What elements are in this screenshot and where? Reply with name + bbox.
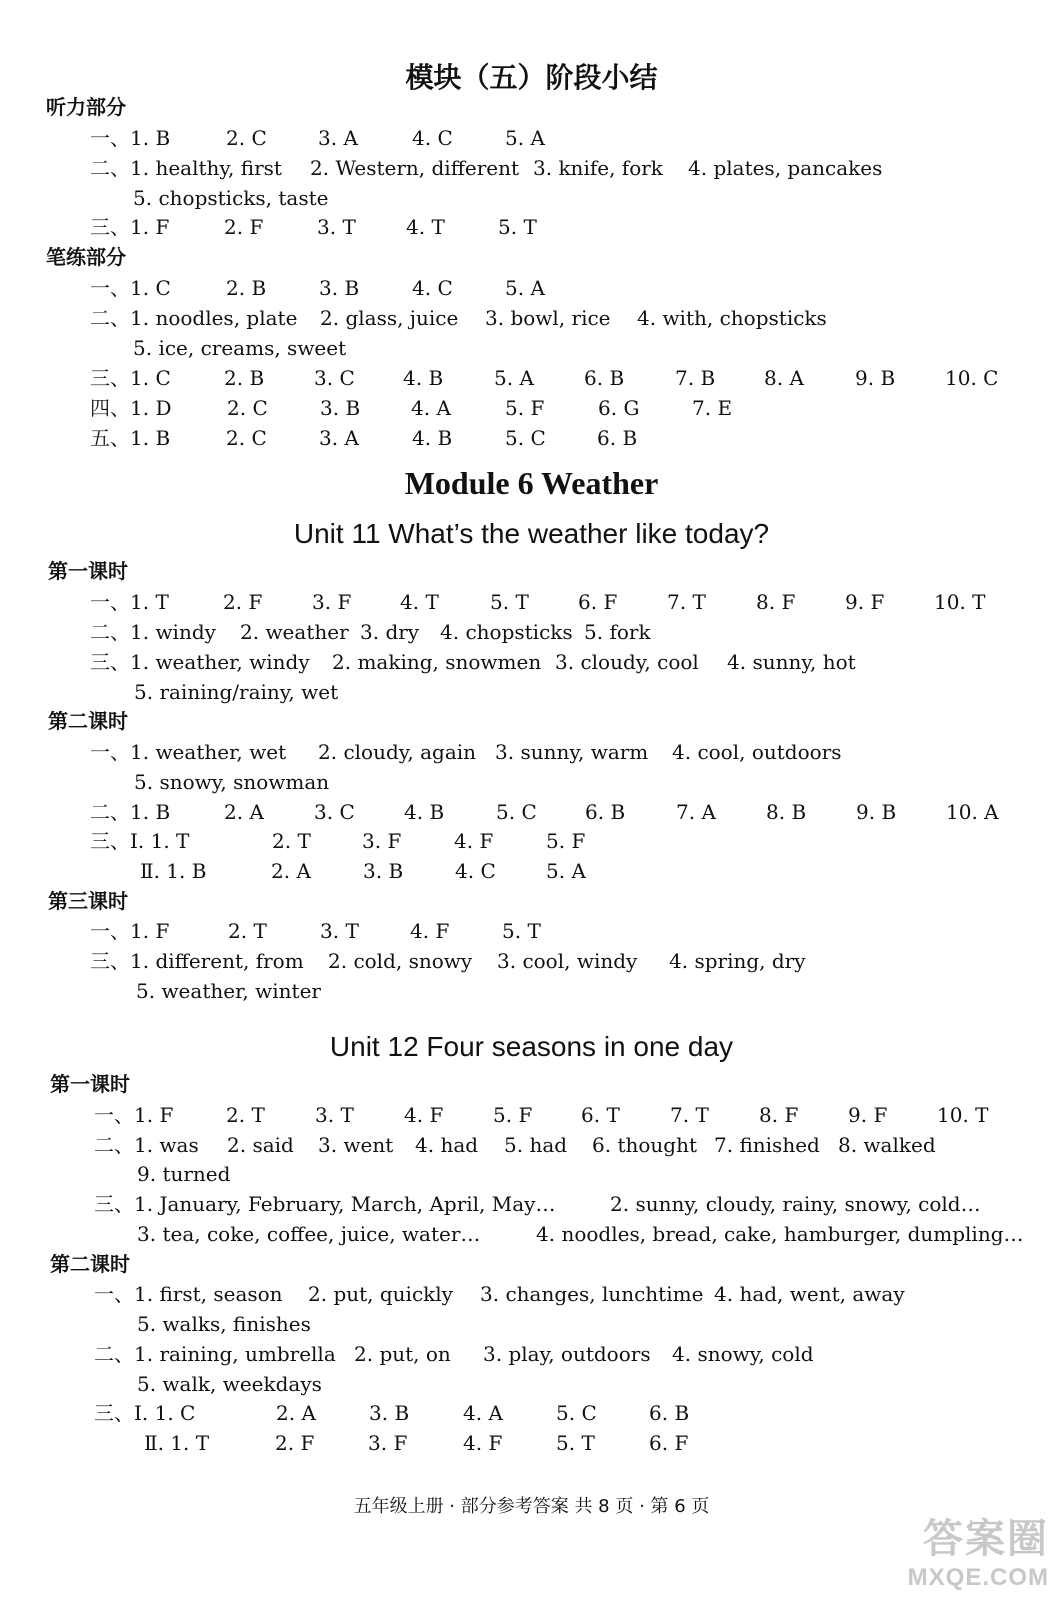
answer-item: 5. ice, creams, sweet bbox=[133, 336, 347, 360]
answer-item: 5. F bbox=[505, 396, 545, 420]
answer-item: 7. T bbox=[667, 590, 706, 614]
unit-11-title: Unit 11 What’s the weather like today? bbox=[293, 518, 770, 549]
answer-item: 10. A bbox=[946, 800, 999, 824]
answer-item: 4. cool, outdoors bbox=[672, 740, 842, 764]
answer-item: 3. knife, fork bbox=[533, 156, 663, 180]
answer-item: 10. T bbox=[934, 590, 986, 614]
answer-item: 6. B bbox=[584, 366, 625, 390]
answer-item: 二、1. B bbox=[90, 800, 171, 824]
answer-item: 3. sunny, warm bbox=[495, 740, 649, 764]
answer-item: 3. F bbox=[312, 590, 352, 614]
u11-lesson3-heading: 第三课时 bbox=[48, 889, 128, 913]
answer-item: 6. B bbox=[597, 426, 638, 450]
answer-item: 6. thought bbox=[592, 1133, 697, 1157]
answer-item: Ⅱ. 1. B bbox=[140, 859, 207, 883]
answer-item: 5. fork bbox=[584, 620, 651, 644]
u12-lesson1-heading: 第一课时 bbox=[50, 1072, 130, 1096]
answer-item: 4. F bbox=[454, 829, 494, 853]
answer-item: 4. C bbox=[455, 859, 496, 883]
answer-item: 8. F bbox=[756, 590, 796, 614]
answer-item: 6. T bbox=[581, 1103, 620, 1127]
answer-item: 5. raining/rainy, wet bbox=[134, 680, 339, 704]
writing-heading: 笔练部分 bbox=[46, 245, 126, 269]
answer-item: 2. sunny, cloudy, rainy, snowy, cold… bbox=[610, 1192, 981, 1216]
answer-item: 3. A bbox=[319, 426, 359, 450]
answer-item: 5. F bbox=[493, 1103, 533, 1127]
module-title: Module 6 Weather bbox=[404, 465, 659, 501]
answer-item: 7. B bbox=[675, 366, 716, 390]
answer-item: 4. B bbox=[412, 426, 453, 450]
answer-item: 5. walk, weekdays bbox=[137, 1372, 322, 1396]
answer-item: 10. T bbox=[937, 1103, 989, 1127]
answer-item: 3. B bbox=[320, 396, 361, 420]
unit-12-title: Unit 12 Four seasons in one day bbox=[329, 1031, 734, 1062]
answer-item: 4. spring, dry bbox=[669, 949, 806, 973]
answer-item: 4. sunny, hot bbox=[727, 650, 856, 674]
watermark-url: MXQE.COM bbox=[907, 1564, 1049, 1591]
watermark-seal: 答案圈 bbox=[923, 1516, 1049, 1562]
answer-item: 二、1. raining, umbrella bbox=[94, 1342, 336, 1366]
answer-item: 7. E bbox=[692, 396, 733, 420]
answer-item: 一、1. weather, wet bbox=[90, 740, 287, 764]
answer-item: 三、1. weather, windy bbox=[90, 650, 310, 674]
answer-item: 3. T bbox=[320, 919, 359, 943]
answer-item: 2. A bbox=[224, 800, 264, 824]
listening-heading: 听力部分 bbox=[46, 95, 126, 119]
answer-item: 4. C bbox=[412, 276, 453, 300]
answer-item: 4. with, chopsticks bbox=[637, 306, 827, 330]
answer-item: 9. F bbox=[845, 590, 885, 614]
answer-item: 2. F bbox=[223, 590, 263, 614]
answer-item: 5. A bbox=[505, 126, 545, 150]
answer-item: 三、1. F bbox=[90, 215, 170, 239]
answer-item: 5. T bbox=[490, 590, 529, 614]
answer-item: 6. F bbox=[649, 1431, 689, 1455]
answer-item: 7. A bbox=[676, 800, 716, 824]
answer-item: 6. B bbox=[649, 1401, 690, 1425]
answer-item: 8. A bbox=[764, 366, 804, 390]
answer-item: 3. dry bbox=[360, 620, 420, 644]
answer-item: 3. T bbox=[315, 1103, 354, 1127]
answer-item: 2. Western, different bbox=[310, 156, 520, 180]
answer-item: 8. B bbox=[766, 800, 807, 824]
answer-item: 4. had bbox=[415, 1133, 479, 1157]
answer-item: 二、1. was bbox=[94, 1133, 199, 1157]
answer-item: 4. chopsticks bbox=[440, 620, 573, 644]
answer-item: 2. put, on bbox=[354, 1342, 451, 1366]
watermark bbox=[908, 1507, 1049, 1592]
answer-item: 四、1. D bbox=[90, 396, 172, 420]
answer-item: 二、1. windy bbox=[90, 620, 216, 644]
answer-item: 2. A bbox=[276, 1401, 316, 1425]
answer-item: 三、Ⅰ. 1. C bbox=[94, 1401, 196, 1425]
answer-item: 2. C bbox=[227, 396, 268, 420]
answer-item: 6. G bbox=[598, 396, 640, 420]
answer-item: 3. changes, lunchtime bbox=[480, 1282, 704, 1306]
page-footer: 五年级上册 · 部分参考答案 共 8 页 · 第 6 页 bbox=[353, 1496, 710, 1517]
answer-item: 4. A bbox=[411, 396, 451, 420]
answer-item: 2. making, snowmen bbox=[332, 650, 542, 674]
answer-item: 3. B bbox=[369, 1401, 410, 1425]
answer-item: 2. C bbox=[226, 426, 267, 450]
u11-lesson1-heading: 第一课时 bbox=[48, 559, 128, 583]
answer-item: 7. finished bbox=[714, 1133, 820, 1157]
answer-item: 2. B bbox=[224, 366, 265, 390]
answer-item: 4. F bbox=[410, 919, 450, 943]
answer-item: 5. A bbox=[494, 366, 534, 390]
answer-item: 8. F bbox=[759, 1103, 799, 1127]
answer-item: 2. put, quickly bbox=[308, 1282, 453, 1306]
answer-item: 二、1. healthy, first bbox=[90, 156, 282, 180]
answer-item: 三、1. C bbox=[90, 366, 171, 390]
answer-item: 3. went bbox=[318, 1133, 394, 1157]
answer-item: 2. cold, snowy bbox=[328, 949, 473, 973]
answer-item: 5. walks, finishes bbox=[137, 1312, 311, 1336]
answer-item: 一、1. B bbox=[90, 126, 171, 150]
answer-item: 5. C bbox=[505, 426, 546, 450]
answer-item: 4. T bbox=[406, 215, 445, 239]
answer-item: 2. weather bbox=[240, 620, 349, 644]
answer-item: 3. play, outdoors bbox=[483, 1342, 651, 1366]
answer-item: 6. F bbox=[578, 590, 618, 614]
answer-item: 3. C bbox=[314, 800, 355, 824]
answer-item: 9. B bbox=[855, 366, 896, 390]
summary-title: 模块（五）阶段小结 bbox=[405, 61, 658, 94]
answer-item: 3. C bbox=[314, 366, 355, 390]
answer-item: 7. T bbox=[670, 1103, 709, 1127]
answer-item: 5. F bbox=[546, 829, 586, 853]
answer-item: 3. A bbox=[318, 126, 358, 150]
answer-item: 9. B bbox=[856, 800, 897, 824]
u11-lesson2-heading: 第二课时 bbox=[48, 709, 128, 733]
answer-item: 5. A bbox=[546, 859, 586, 883]
answer-item: 5. had bbox=[504, 1133, 568, 1157]
answer-item: 3. B bbox=[319, 276, 360, 300]
answer-item: 二、1. noodles, plate bbox=[90, 306, 298, 330]
answer-item: 3. F bbox=[362, 829, 402, 853]
answer-item: 5. snowy, snowman bbox=[134, 770, 330, 794]
answer-item: 5. weather, winter bbox=[136, 979, 321, 1003]
answer-item: Ⅱ. 1. T bbox=[144, 1431, 210, 1455]
answer-item: 5. T bbox=[498, 215, 537, 239]
answer-item: 6. B bbox=[585, 800, 626, 824]
answer-item: 三、1. January, February, March, April, May… bbox=[94, 1192, 556, 1216]
answer-item: 4. snowy, cold bbox=[672, 1342, 814, 1366]
answer-item: 3. bowl, rice bbox=[485, 306, 611, 330]
answer-item: 2. cloudy, again bbox=[318, 740, 477, 764]
answer-item: 9. turned bbox=[137, 1162, 231, 1186]
answer-item: 10. C bbox=[945, 366, 999, 390]
answer-item: 2. A bbox=[271, 859, 311, 883]
answer-item: 4. F bbox=[404, 1103, 444, 1127]
answer-item: 3. F bbox=[368, 1431, 408, 1455]
answer-item: 2. B bbox=[226, 276, 267, 300]
answer-item: 一、1. F bbox=[90, 919, 170, 943]
answer-item: 4. plates, pancakes bbox=[688, 156, 883, 180]
answer-item: 一、1. first, season bbox=[94, 1282, 283, 1306]
answer-item: 3. cloudy, cool bbox=[555, 650, 699, 674]
u12-lesson2-heading: 第二课时 bbox=[50, 1252, 130, 1276]
answer-item: 2. F bbox=[275, 1431, 315, 1455]
answer-item: 4. T bbox=[400, 590, 439, 614]
answer-item: 5. T bbox=[556, 1431, 595, 1455]
answer-item: 5. A bbox=[505, 276, 545, 300]
answer-item: 5. C bbox=[556, 1401, 597, 1425]
answer-item: 5. chopsticks, taste bbox=[133, 186, 329, 210]
answer-item: 五、1. B bbox=[90, 426, 171, 450]
answer-item: 3. B bbox=[363, 859, 404, 883]
answer-item: 3. cool, windy bbox=[497, 949, 638, 973]
answer-item: 一、1. C bbox=[90, 276, 171, 300]
answer-item: 一、1. T bbox=[90, 590, 169, 614]
answer-item: 3. tea, coke, coffee, juice, water… bbox=[137, 1222, 481, 1246]
answer-item: 三、Ⅰ. 1. T bbox=[90, 829, 190, 853]
answer-item: 4. A bbox=[463, 1401, 503, 1425]
answer-item: 4. had, went, away bbox=[714, 1282, 905, 1306]
answer-item: 8. walked bbox=[838, 1133, 936, 1157]
answer-item: 一、1. F bbox=[94, 1103, 174, 1127]
answer-item: 2. T bbox=[272, 829, 311, 853]
answer-item: 4. noodles, bread, cake, hamburger, dumpling… bbox=[536, 1222, 1024, 1246]
answer-item: 4. B bbox=[404, 800, 445, 824]
answer-item: 4. F bbox=[463, 1431, 503, 1455]
answer-item: 2. C bbox=[226, 126, 267, 150]
answer-item: 2. said bbox=[227, 1133, 294, 1157]
answer-item: 4. B bbox=[403, 366, 444, 390]
answer-item: 5. T bbox=[502, 919, 541, 943]
answer-item: 2. T bbox=[228, 919, 267, 943]
answer-item: 2. glass, juice bbox=[320, 306, 459, 330]
answer-item: 9. F bbox=[848, 1103, 888, 1127]
answer-item: 3. T bbox=[317, 215, 356, 239]
answer-item: 2. T bbox=[226, 1103, 265, 1127]
answer-item: 2. F bbox=[224, 215, 264, 239]
answer-item: 三、1. different, from bbox=[90, 949, 304, 973]
answer-item: 4. C bbox=[412, 126, 453, 150]
answer-item: 5. C bbox=[496, 800, 537, 824]
